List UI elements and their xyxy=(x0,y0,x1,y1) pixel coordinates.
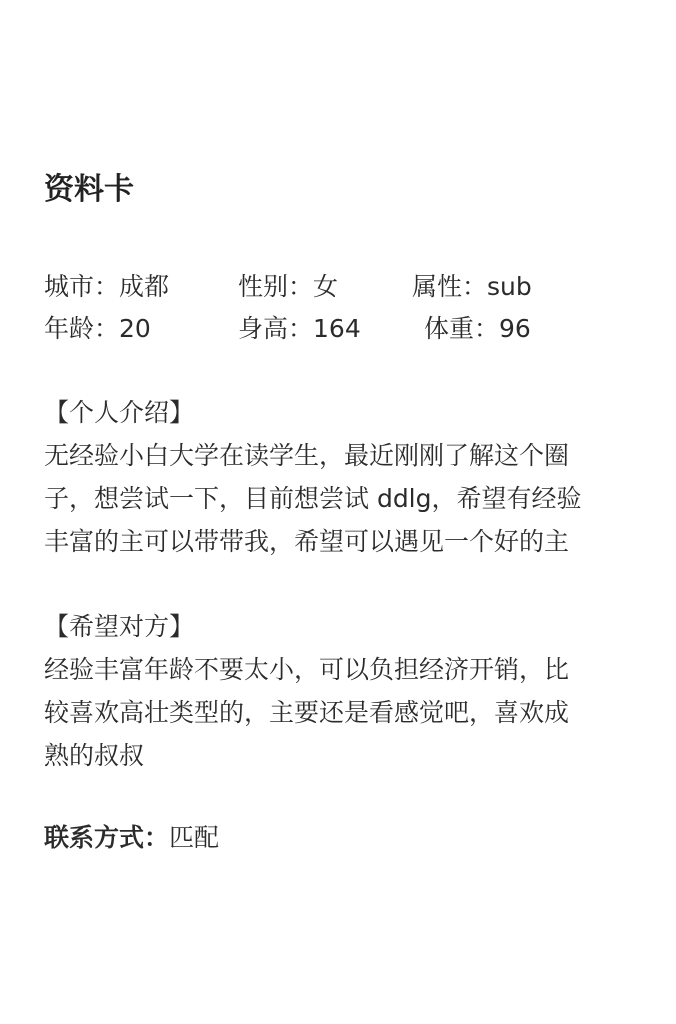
page-title: 资料卡 xyxy=(44,172,134,207)
city-value: 成都 xyxy=(119,272,170,301)
age-value: 20 xyxy=(119,314,151,343)
age-label: 年龄： xyxy=(44,314,120,343)
contact-value: 匹配 xyxy=(169,823,220,852)
intro-line-3: 丰富的主可以带带我，希望可以遇见一个好的主 xyxy=(44,527,570,556)
profile-info-grid xyxy=(44,266,644,356)
weight-value: 96 xyxy=(499,314,531,343)
height-label: 身高： xyxy=(238,314,314,343)
expectation-line-3: 熟的叔叔 xyxy=(44,741,145,770)
intro-heading: 【个人介绍】 xyxy=(44,398,195,427)
expectation-line-1: 经验丰富年龄不要太小，可以负担经济开销，比 xyxy=(44,655,570,684)
weight-field xyxy=(424,308,531,350)
attribute-value: sub xyxy=(487,272,532,301)
city-field xyxy=(44,266,169,308)
intro-line-1: 无经验小白大学在读学生，最近刚刚了解这个圈 xyxy=(44,441,570,470)
expectation-section xyxy=(44,606,640,777)
gender-label: 性别： xyxy=(238,272,314,301)
city-label: 城市： xyxy=(44,272,120,301)
intro-section xyxy=(44,392,640,563)
gender-field xyxy=(238,266,338,308)
age-field xyxy=(44,308,151,350)
height-value: 164 xyxy=(313,314,361,343)
contact-label: 联系方式： xyxy=(44,823,170,852)
expectation-heading: 【希望对方】 xyxy=(44,612,195,641)
weight-label: 体重： xyxy=(424,314,500,343)
expectation-line-2: 较喜欢高壮类型的，主要还是看感觉吧，喜欢成 xyxy=(44,698,570,727)
height-field xyxy=(238,308,361,350)
gender-value: 女 xyxy=(313,272,339,301)
contact-field xyxy=(44,816,219,860)
intro-line-2: 子，想尝试一下，目前想尝试 ddlg，希望有经验 xyxy=(44,484,582,513)
attribute-label: 属性： xyxy=(412,272,488,301)
attribute-field xyxy=(412,266,532,308)
